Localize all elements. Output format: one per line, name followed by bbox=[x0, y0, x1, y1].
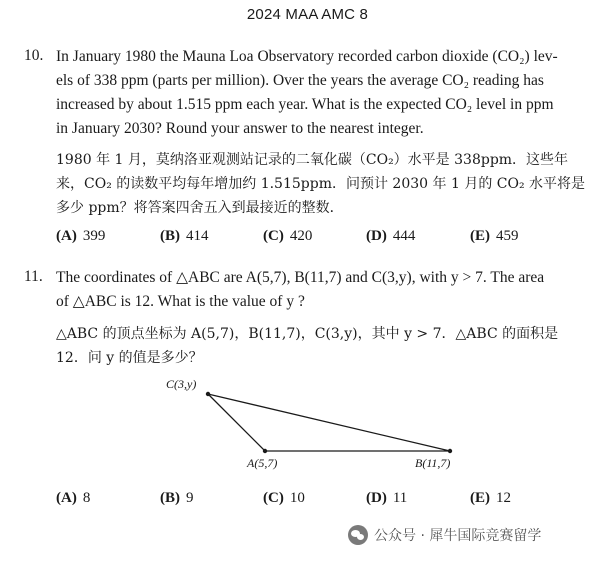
problem-text-en bbox=[56, 45, 596, 141]
wechat-icon bbox=[348, 525, 368, 545]
triangle-figure bbox=[130, 379, 470, 479]
vertex-b bbox=[448, 449, 452, 453]
label-a: A(5,7) bbox=[247, 456, 278, 470]
text-line: 多少 ppm？将答案四舍五入到最接近的整数． bbox=[56, 200, 344, 216]
problem-10 bbox=[24, 45, 594, 255]
problem-text-zh bbox=[56, 148, 596, 220]
choice-e[interactable]: (E) 459 bbox=[470, 228, 519, 244]
text-line: increased by about 1.515 ppm each year. What is the expected CO₂ level in ppm bbox=[56, 96, 554, 113]
label-c: C(3,y) bbox=[166, 379, 197, 391]
text-line: 来，CO₂ 的读数平均每年增加约 1.515ppm．问预计 2030 年 1 月的 CO₂ 水平将是 bbox=[56, 176, 586, 192]
label-b: B(11,7) bbox=[415, 456, 451, 470]
choice-b[interactable]: (B) 9 bbox=[160, 490, 194, 506]
triangle-abc bbox=[208, 394, 450, 451]
vertex-c bbox=[206, 392, 210, 396]
problem-text-en bbox=[56, 266, 596, 314]
choice-c[interactable]: (C) 420 bbox=[263, 228, 313, 244]
choice-d[interactable]: (D) 444 bbox=[366, 228, 416, 244]
text-line: of △ABC is 12. What is the value of y ? bbox=[56, 293, 305, 310]
watermark-text: 公众号 · 犀牛国际竞赛留学 bbox=[374, 528, 542, 544]
text-line: The coordinates of △ABC are A(5,7), B(11,7) and C(3,y), with y > 7. The area bbox=[56, 269, 545, 286]
problem-number: 11. bbox=[24, 268, 43, 285]
choice-a[interactable]: (A) 399 bbox=[56, 228, 106, 244]
choice-e[interactable]: (E) 12 bbox=[470, 490, 511, 506]
choice-a[interactable]: (A) 8 bbox=[56, 490, 91, 506]
problem-text-zh bbox=[56, 322, 596, 370]
page-header: 2024 MAA AMC 8 bbox=[246, 6, 369, 23]
problem-number: 10. bbox=[24, 47, 44, 64]
text-line: els of 338 ppm (parts per million). Over the years the average CO₂ reading has bbox=[56, 72, 544, 89]
text-line: In January 1980 the Mauna Loa Observatory recorded carbon dioxide (CO₂) lev- bbox=[56, 48, 558, 65]
choice-b[interactable]: (B) 414 bbox=[160, 228, 209, 244]
text-line: △ABC 的顶点坐标为 A(5,7)，B(11,7)，C(3,y)，其中 y > 7．△ABC 的面积是 bbox=[56, 326, 559, 342]
choice-c[interactable]: (C) 10 bbox=[263, 490, 305, 506]
watermark bbox=[348, 525, 541, 545]
text-line: 1980 年 1 月，莫纳洛亚观测站记录的二氧化碳（CO₂）水平是 338ppm．这些年 bbox=[56, 152, 569, 168]
vertex-a bbox=[263, 449, 267, 453]
choice-d[interactable]: (D) 11 bbox=[366, 490, 408, 506]
text-line: 12．问 y 的值是多少？ bbox=[56, 350, 203, 366]
text-line: in January 2030? Round your answer to the nearest integer. bbox=[56, 120, 424, 137]
